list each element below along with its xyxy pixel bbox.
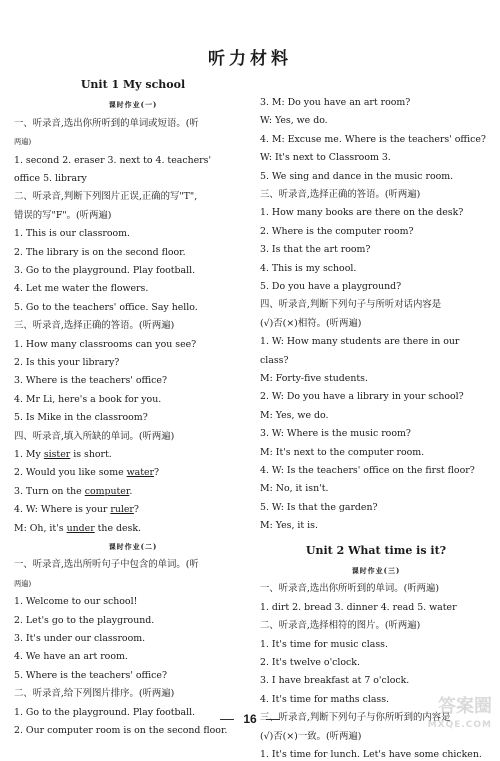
- right-line: 1. How many books are there on the desk?: [260, 207, 464, 219]
- right-line: 一、听录音,选出你所听到的单词。(听两遍): [260, 583, 440, 595]
- left-line: 4. Mr Li, here's a book for you.: [14, 393, 162, 405]
- right-line: 三、听录音,判断下列句子与你所听到的内容是: [260, 712, 451, 724]
- right-line: M: Yes, we do.: [260, 409, 329, 421]
- left-line: 1. Go to the playground. Play football.: [14, 706, 196, 718]
- right-line: 课时作业(三): [351, 566, 401, 575]
- right-line: 1. dirt 2. bread 3. dinner 4. read 5. water: [260, 601, 457, 613]
- left-line: 1. My sister is short.: [14, 449, 112, 460]
- page-title: 听力材料: [208, 49, 292, 69]
- left-line: 一、听录音,选出所听句子中包含的单词。(听: [14, 559, 199, 571]
- page-number: 16: [243, 712, 257, 726]
- left-line: 3. Go to the playground. Play football.: [14, 265, 196, 276]
- right-line: 4. This is my school.: [260, 262, 357, 274]
- right-line: 5. W: Is that the garden?: [260, 501, 378, 513]
- left-line: 2. Is this your library?: [14, 357, 120, 368]
- left-line: 1. Welcome to our school!: [14, 596, 138, 608]
- left-line: 2. Our computer room is on the second floor.: [14, 725, 228, 736]
- left-line: 1. second 2. eraser 3. next to 4. teachers': [14, 154, 212, 166]
- right-line: 2. Where is the computer room?: [260, 225, 414, 237]
- right-line: 3. I have breakfast at 7 o'clock.: [260, 675, 410, 687]
- left-line: 2. Let's go to the playground.: [14, 614, 155, 626]
- answer-word: computer: [84, 485, 130, 497]
- right-line: M: No, it isn't.: [260, 483, 329, 495]
- left-line: 5. Is Mike in the classroom?: [14, 412, 148, 424]
- right-line: Unit 2 What time is it?: [305, 543, 447, 557]
- left-line: 3. It's under our classroom.: [14, 633, 146, 644]
- right-line: (√)否(×)相符。(听两遍): [260, 317, 362, 329]
- right-line: 4. M: Excuse me. Where is the teachers' office?: [260, 133, 486, 145]
- left-line: 四、听录音,填入所缺的单词。(听两遍): [14, 430, 175, 442]
- right-line: 5. We sing and dance in the music room.: [260, 170, 454, 182]
- right-line: M: It's next to the computer room.: [260, 446, 425, 458]
- left-line: M: Oh, it's under the desk.: [14, 522, 142, 534]
- right-line: 1. It's time for lunch. Let's have some chicken.: [260, 749, 482, 760]
- left-line: 2. The library is on the second floor.: [14, 246, 186, 258]
- footer-dash-left: [220, 719, 234, 720]
- left-line: 1. This is our classroom.: [14, 228, 131, 240]
- watermark-line1: 答案圈: [438, 696, 492, 717]
- left-line: 一、听录音,选出你所听到的单词或短语。(听: [14, 117, 199, 129]
- right-line: 2. It's twelve o'clock.: [260, 657, 360, 668]
- right-line: 1. W: How many students are there in our: [260, 336, 460, 348]
- footer-dash-right: [266, 719, 280, 720]
- left-line: 两遍): [14, 137, 32, 147]
- right-line: 4. It's time for maths class.: [260, 693, 390, 705]
- right-line: 三、听录音,选择正确的答语。(听两遍): [260, 189, 421, 200]
- left-line: 错误的写"F"。(听两遍): [14, 209, 112, 221]
- right-line: 3. Is that the art room?: [260, 244, 371, 256]
- left-line: 3. Where is the teachers' office?: [14, 375, 167, 387]
- answer-word: water: [126, 467, 155, 479]
- left-line: 课时作业(一): [108, 100, 158, 110]
- left-line: 4. Let me water the flowers.: [14, 283, 149, 295]
- watermark-logo: [422, 698, 492, 730]
- right-line: (√)否(×)一致。(听两遍): [260, 730, 362, 742]
- left-line: 二、听录音,给下列图片排序。(听两遍): [14, 688, 175, 700]
- left-line: 2. Would you like some water?: [14, 467, 160, 479]
- watermark-line2: MXQE.COM: [427, 720, 492, 730]
- left-line: 两遍): [14, 578, 32, 588]
- right-line: 二、听录音,选择相符的图片。(听两遍): [260, 620, 421, 632]
- right-line: 2. W: Do you have a library in your school?: [260, 391, 464, 403]
- right-line: 3. M: Do you have an art room?: [260, 97, 411, 108]
- left-line: Unit 1 My school: [80, 78, 186, 91]
- right-line: 1. It's time for music class.: [260, 638, 388, 650]
- right-line: 4. W: Is the teachers' office on the first floor?: [260, 465, 475, 476]
- left-line: 课时作业(二): [108, 542, 158, 551]
- right-line: class?: [260, 354, 289, 366]
- left-line: 5. Where is the teachers' office?: [14, 669, 167, 681]
- right-line: 四、听录音,判断下列句子与所听对话内容是: [260, 299, 442, 311]
- right-line: 3. W: Where is the music room?: [260, 428, 411, 440]
- left-line: 三、听录音,选择正确的答语。(听两遍): [14, 320, 175, 332]
- left-line: 5. Go to the teachers' office. Say hello.: [14, 301, 198, 313]
- left-line: office 5. library: [14, 173, 87, 184]
- left-line: 1. How many classrooms can you see?: [14, 338, 197, 350]
- answer-word: sister: [43, 449, 71, 460]
- right-line: M: Forty-five students.: [260, 373, 368, 384]
- left-line: 3. Turn on the computer.: [14, 485, 133, 497]
- right-line: 5. Do you have a playground?: [260, 281, 402, 292]
- answer-word: ruler: [110, 504, 134, 516]
- answer-word: under: [66, 522, 95, 534]
- left-line: 二、听录音,判断下列图片正误,正确的写"T",: [14, 191, 198, 203]
- right-line: M: Yes, it is.: [260, 520, 318, 532]
- right-line: W: Yes, we do.: [260, 115, 328, 127]
- right-line: W: It's next to Classroom 3.: [260, 152, 391, 164]
- left-line: 4. W: Where is your ruler?: [14, 504, 139, 516]
- left-line: 4. We have an art room.: [14, 651, 128, 663]
